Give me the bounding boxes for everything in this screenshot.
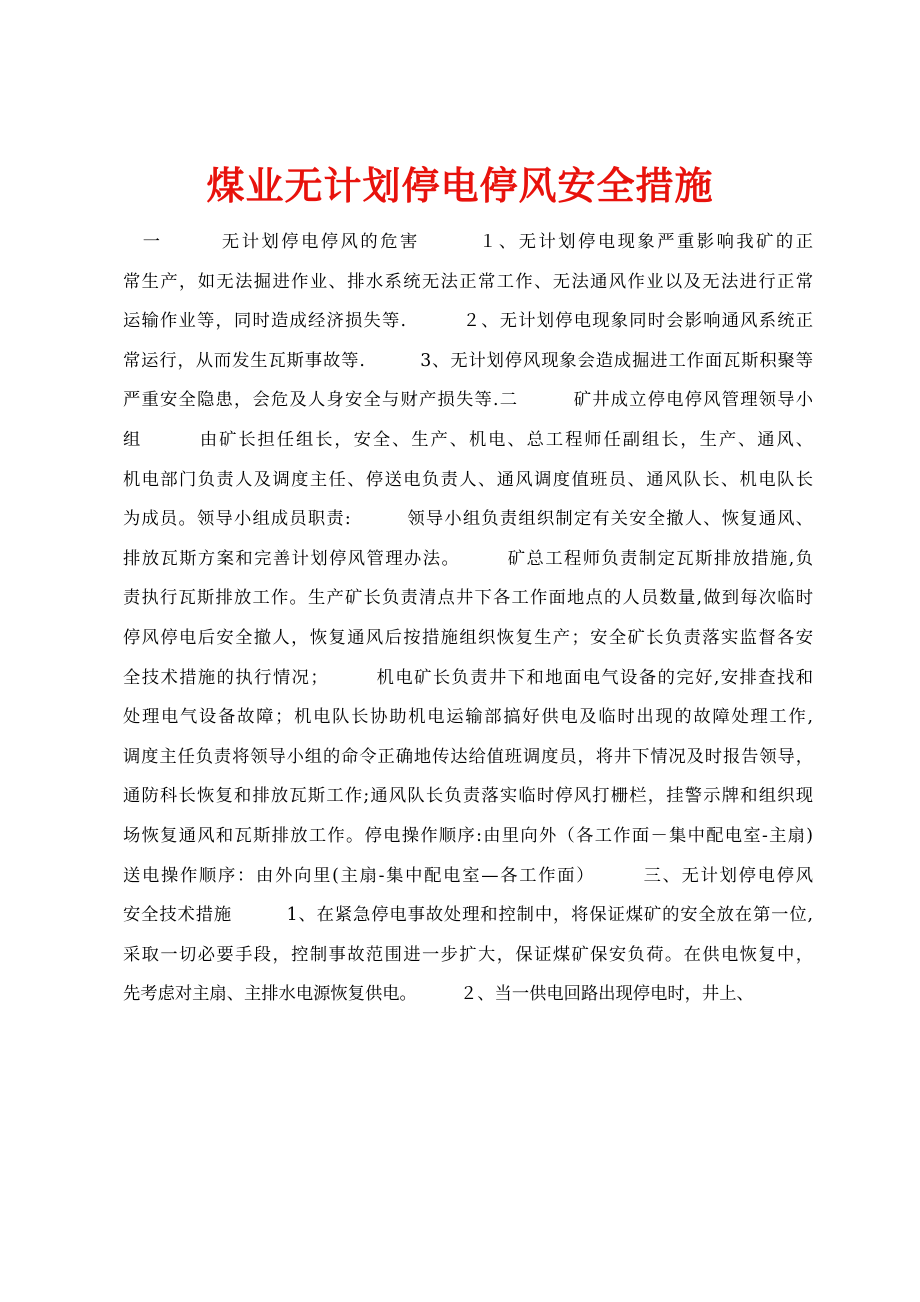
document-body [123, 223, 813, 1015]
body-line: 排放瓦斯方案和完善计划停风管理办法。 矿总工程师负责制定瓦斯排放措施,负 [123, 548, 813, 569]
body-line: 常生产，如无法掘进作业、排水系统无法正常工作、无法通风作业以及无法进行正常 [123, 271, 813, 292]
body-line: 一 无计划停电停风的危害 １、无计划停电现象严重影响我矿的正 [123, 232, 813, 252]
body-line: 全技术措施的执行情况； 机电矿长负责井下和地面电气设备的完好,安排查找和 [123, 667, 813, 688]
body-line: 常运行，从而发生瓦斯事故等. 3、无计划停风现象会造成掘进工作面瓦斯积聚等 [123, 350, 813, 371]
body-line: 采取一切必要手段，控制事故范围进一步扩大，保证煤矿保安负荷。在供电恢复中， [123, 944, 813, 965]
body-line: 运输作业等，同时造成经济损失等. ２、无计划停电现象同时会影响通风系统正 [123, 311, 813, 332]
document-title: 煤业无计划停电停风安全措施 [206, 164, 714, 208]
body-line: 为成员。领导小组成员职责: 领导小组负责组织制定有关安全撤人、恢复通风、 [123, 509, 813, 530]
body-line: 安全技术措施 1、在紧急停电事故处理和控制中，将保证煤矿的安全放在第一位, [123, 905, 813, 926]
body-line: 停风停电后安全撤人，恢复通风后按措施组织恢复生产；安全矿长负责落实监督各安 [123, 627, 813, 648]
body-line: 严重安全隐患，会危及人身安全与财产损失等.二 矿井成立停电停风管理领导小 [123, 390, 813, 411]
body-line: 先考虑对主扇、主排水电源恢复供电。 ２、当一供电回路出现停电时，井上、 [123, 984, 754, 1005]
body-line: 送电操作顺序：由外向里(主扇-集中配电室—各工作面） 三、无计划停电停风 [123, 865, 813, 886]
body-line: 机电部门负责人及调度主任、停送电负责人、通风调度值班员、通风队长、机电队长 [123, 469, 813, 490]
body-line: 场恢复通风和瓦斯排放工作。停电操作顺序:由里向外（各工作面－集中配电室-主扇) [123, 825, 813, 846]
body-line: 调度主任负责将领导小组的命令正确地传达给值班调度员，将井下情况及时报告领导， [123, 746, 813, 767]
body-line: 处理电气设备故障；机电队长协助机电运输部搞好供电及临时出现的故障处理工作, [123, 707, 813, 728]
body-line: 通防科长恢复和排放瓦斯工作;通风队长负责落实临时停风打栅栏，挂警示牌和组织现 [123, 786, 813, 807]
body-line: 责执行瓦斯排放工作。生产矿长负责清点井下各工作面地点的人员数量,做到每次临时 [123, 588, 813, 609]
body-line: 组 由矿长担任组长，安全、生产、机电、总工程师任副组长，生产、通风、 [123, 429, 813, 450]
